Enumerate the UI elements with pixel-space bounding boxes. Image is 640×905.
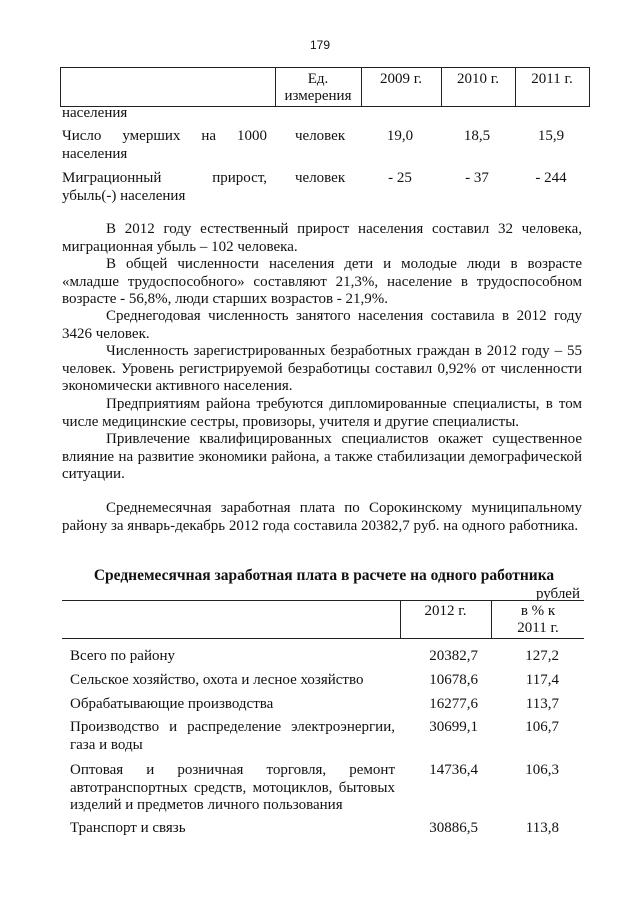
paragraph: [62, 308, 582, 343]
word: 1000: [237, 128, 267, 144]
paragraph-text: Предприятиям района требуются дипломированные специалисты, в том числе медицинские сестры, провизоры, учителя и другие специалисты.: [62, 396, 582, 430]
word: на: [201, 128, 217, 144]
table2-row-pct: 113,7: [525, 696, 559, 712]
paragraph-text: В общей численности населения дети и молодые люди в возрасте «младше трудоспособного» составляют 21,3%, население в трудоспособном возрасте - 56,8%, люди старших возрастов - 21,9%.: [62, 256, 582, 307]
table2-row-label: Транспорт и связь: [70, 820, 186, 836]
paragraph-text: Численность зарегистрированных безработных граждан в 2012 году – 55 человек. Уровень регистрируемой безработицы составил 0,92% от численности экономически активного населения.: [62, 343, 582, 394]
table1-row-deaths-label2: населения: [62, 146, 128, 162]
table1-row-deaths-2009: 19,0: [386, 128, 414, 144]
table2-row-pct: 127,2: [525, 648, 559, 664]
table2-row-pct: 117,4: [525, 672, 559, 688]
paragraph: [62, 431, 582, 484]
table1-row-deaths-unit: человек: [295, 128, 346, 144]
paragraph: [62, 343, 582, 396]
paragraph-text: Среднегодовая численность занятого населения составила в 2012 году 3426 человек.: [62, 308, 582, 342]
paragraph: [62, 256, 582, 309]
table1-header: [60, 67, 590, 107]
table1-header-2009: 2009 г.: [380, 71, 422, 87]
word: Миграционный: [62, 170, 162, 186]
paragraph-text: В 2012 году естественный прирост населения составил 32 человека, миграционная убыль – 102 человека.: [62, 221, 582, 255]
table1-row-migration-label: [62, 170, 267, 187]
table2-row-pct: 113,8: [525, 820, 559, 836]
table1-row-migration-2009: - 25: [388, 170, 412, 186]
table2-unit: рублей: [535, 586, 580, 602]
table2-top-rule: [62, 600, 584, 601]
table1-row-migration-unit: человек: [295, 170, 346, 186]
table2-row-label: Производство и распределение электроэнергии, газа и воды: [70, 719, 395, 753]
table2-row-value: 20382,7: [429, 648, 478, 664]
table1-row-deaths-label: [62, 128, 267, 145]
table2-row-value: 30699,1: [429, 719, 478, 735]
table2-row-value: 30886,5: [429, 820, 478, 836]
table2-divider: [491, 600, 492, 638]
paragraph-text: Среднемесячная заработная плата по Сорокинскому муниципальному району за январь-декабрь 2012 года составила 20382,7 руб. на одного работника.: [62, 500, 582, 534]
table1-header-2011: 2011 г.: [531, 71, 573, 87]
table2-row-label: Оптовая и розничная торговля, ремонт автотранспортных средств, мотоциклов, бытовых изделий и предметов личного пользования: [70, 762, 395, 813]
table1-header-unit: Ед. измерения: [284, 71, 352, 104]
table2-row-value: 16277,6: [429, 696, 478, 712]
word: прирост,: [212, 170, 267, 186]
table1-row-migration-2010: - 37: [465, 170, 489, 186]
table2-row-label: Всего по району: [70, 648, 176, 664]
table2-row-pct: 106,3: [525, 762, 559, 778]
table2-row-pct: 106,7: [525, 719, 559, 735]
table2-row-value: 14736,4: [429, 762, 478, 778]
table1-row-migration-label2: убыль(-) населения: [62, 188, 186, 204]
word: умерших: [122, 128, 181, 144]
table1-carryover: населения: [62, 105, 128, 121]
table1-row-deaths-2010: 18,5: [463, 128, 491, 144]
table2-header-pct: в % к 2011 г.: [517, 603, 559, 636]
paragraph: [62, 396, 582, 431]
table1-header-2010: 2010 г.: [457, 71, 499, 87]
table2-row-label: Сельское хозяйство, охота и лесное хозяйство: [70, 672, 364, 688]
table2-row-value: 10678,6: [429, 672, 478, 688]
table2-title: Среднемесячная заработная плата в расчете на одного работника: [93, 567, 555, 584]
paragraph: [62, 500, 582, 535]
table1-row-deaths-2011: 15,9: [537, 128, 565, 144]
table2-row-label: Обрабатывающие производства: [70, 696, 274, 712]
paragraph-text: Привлечение квалифицированных специалистов окажет существенное влияние на развитие экономики района, а также стабилизации демографической ситуации.: [62, 431, 582, 482]
table1-row-migration-2011: - 244: [535, 170, 567, 186]
word: Число: [62, 128, 102, 144]
table2-header-year: 2012 г.: [424, 603, 467, 619]
page-number: 179: [309, 38, 331, 52]
table2-header-rule: [62, 638, 584, 639]
paragraph: [62, 221, 582, 256]
